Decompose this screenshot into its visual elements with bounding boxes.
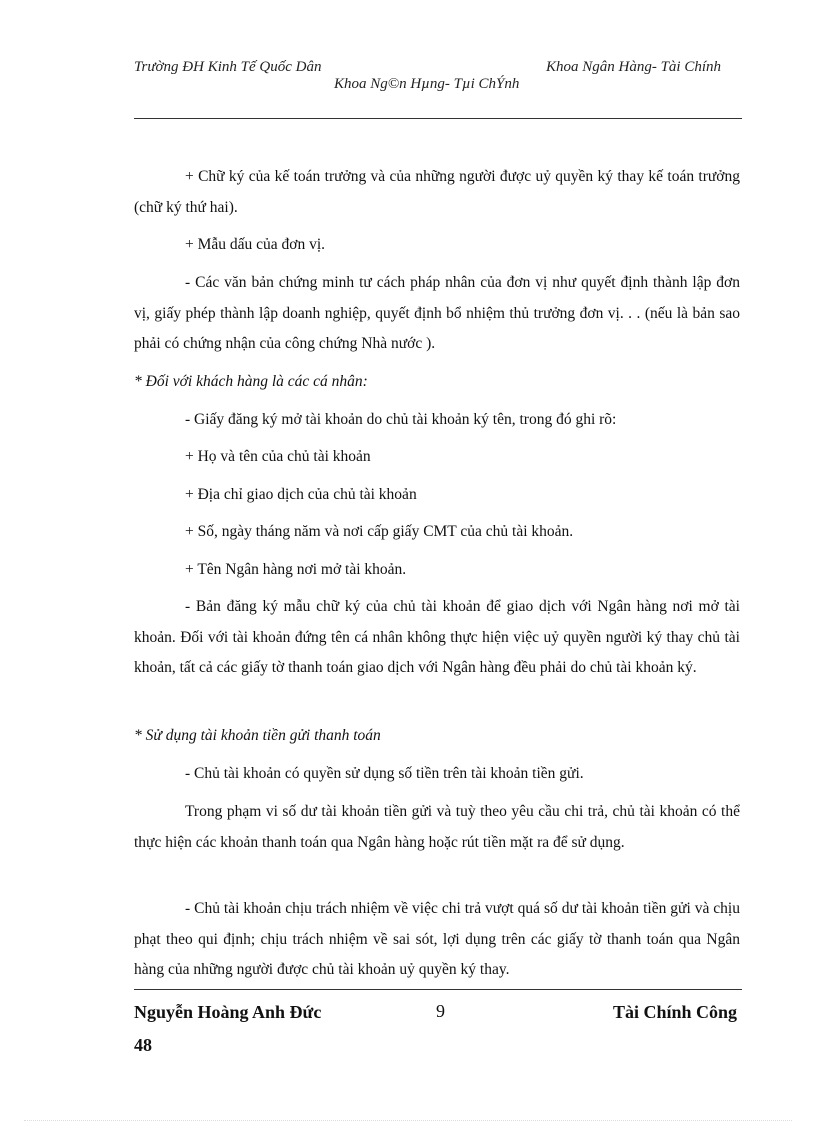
heading-individual-customers-text: * Đối với khách hàng là các cá nhân:: [134, 373, 368, 390]
paragraph-owner-rights: - Chủ tài khoản có quyền sử dụng số tiền trên tài khoản tiền gửi.: [185, 765, 584, 782]
paragraph-full-name: + Họ và tên của chủ tài khoản: [185, 448, 371, 465]
header-rule: [134, 118, 742, 119]
page-bottom-dotted-line: [24, 1120, 792, 1121]
heading-account-usage: * Sử dụng tài khoản tiền gửi thanh toán: [134, 727, 381, 744]
paragraph-address: + Địa chỉ giao dịch của chủ tài khoản: [185, 486, 417, 503]
footer-class-name: Tài Chính Công: [613, 1002, 738, 1022]
paragraph-bank-name: + Tên Ngân hàng nơi mở tài khoản.: [185, 561, 407, 578]
paragraph-payment-scope: Trong phạm vi số dư tài khoản tiền gửi và tuỳ theo yêu cầu chi trả, chủ tài khoản có thể thực hiện các khoản thanh toán qua Ngân hàng hoặc rút tiền mặt ra để sử dụng.: [134, 803, 740, 851]
header-faculty: Khoa Ngân Hàng- Tài Chính: [546, 59, 722, 75]
paragraph-owner-responsibility: - Chủ tài khoản chịu trách nhiệm về việc chi trả vượt quá số dư tài khoản tiền gửi và chịu phạt theo qui định; chịu trách nhiệm về sai sót, lợi dụng trên các giấy tờ thanh toán qua Ngân hàng của những người được chủ tài khoản uỷ quyền ký thay.: [134, 900, 740, 978]
paragraph-account-registration: - Giấy đăng ký mở tài khoản do chủ tài khoản ký tên, trong đó ghi rõ:: [185, 411, 617, 428]
page-number: 9: [436, 1001, 445, 1021]
paragraph-id-card: + Số, ngày tháng năm và nơi cấp giấy CMT của chủ tài khoản.: [185, 523, 574, 540]
footer-class-number: 48: [134, 1035, 152, 1055]
header-faculty-garbled: Khoa Ng©n Hµng- Tµi ChÝnh: [334, 76, 520, 92]
paragraph-signature-specimen: - Bản đăng ký mẫu chữ ký của chủ tài khoản để giao dịch với Ngân hàng nơi mở tài khoản. Đối với tài khoản đứng tên cá nhân không thực hiện việc uỷ quyền người ký thay chủ tài khoản, tất cả các giấy tờ thanh toán giao dịch với Ngân hàng đều phải do chủ tài khoản ký.: [134, 598, 740, 676]
header-university: Trường ĐH Kinh Tế Quốc Dân: [134, 59, 322, 75]
footer-rule: [134, 989, 742, 990]
heading-individual-customers: [134, 367, 740, 398]
paragraph-chief-accountant-signature: + Chữ ký của kế toán trưởng và của những người được uỷ quyền ký thay kế toán trưởng (chữ ký thứ hai).: [134, 168, 740, 216]
paragraph-unit-seal: + Mẫu dấu của đơn vị.: [185, 236, 326, 253]
paragraph-legal-entity-documents: - Các văn bản chứng minh tư cách pháp nhân của đơn vị như quyết định thành lập đơn vị, giấy phép thành lập doanh nghiệp, quyết định bổ nhiệm thủ trưởng đơn vị. . . (nếu là bản sao phải có chứng nhận của công chứng Nhà nước ).: [134, 274, 740, 352]
footer-author: Nguyễn Hoàng Anh Đức: [134, 1002, 322, 1022]
